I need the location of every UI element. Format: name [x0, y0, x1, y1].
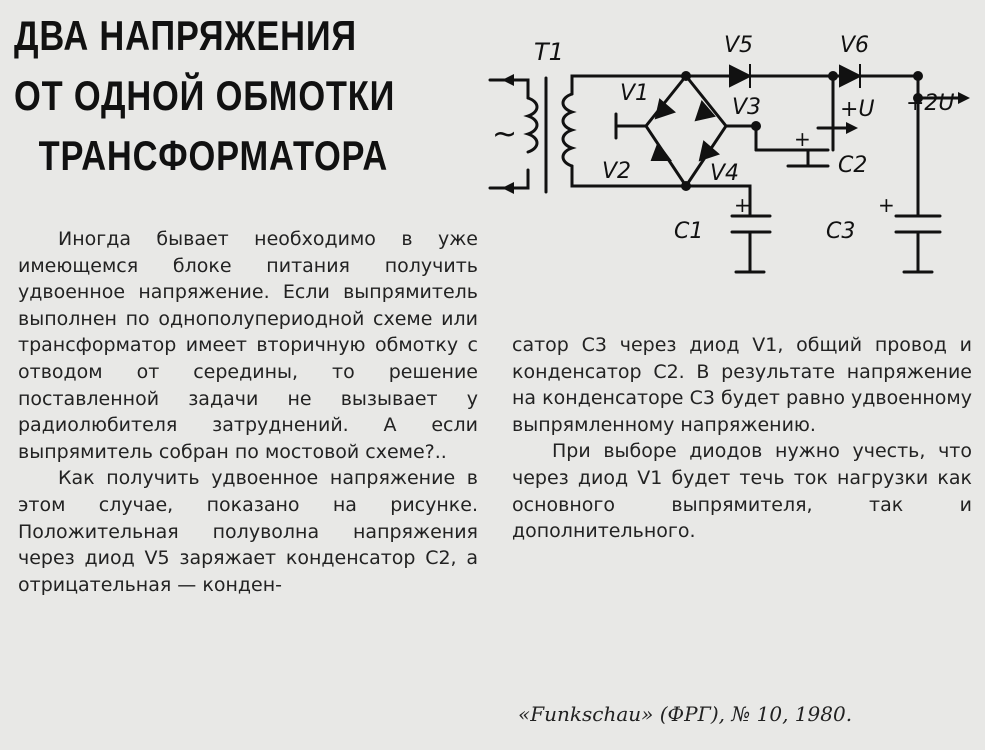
paragraph-4: При выборе диодов нужно учесть, что через диод V1 будет течь ток нагрузки как основного выпрямителя, так и дополнительного.	[512, 440, 972, 543]
label-v4: V4	[710, 161, 740, 186]
label-plus-2u: +2U	[906, 91, 955, 116]
label-v1: V1	[620, 81, 650, 106]
left-column	[18, 226, 478, 598]
paragraph-2: Как получить удвоенное напряжение в этом случае, показано на рисунке. Положительная полуволна напряжения через диод V5 заряжает конденсатор C2, а отрицательная — конден-	[18, 467, 478, 596]
title-line-3: ТРАНСФОРМАТОРА	[38, 132, 389, 179]
plus-sign-c3: +	[878, 193, 895, 217]
secondary-winding	[563, 94, 572, 166]
right-column	[512, 332, 972, 545]
input-arrow-bottom-icon	[502, 182, 514, 194]
schematic-svg	[488, 20, 978, 320]
label-t1: T1	[534, 38, 564, 66]
diode-v5-icon	[730, 66, 750, 86]
c3-plates	[896, 216, 940, 232]
label-c2: C2	[838, 153, 868, 178]
junction-dot	[752, 122, 760, 130]
label-v2: V2	[602, 159, 632, 184]
label-v5: V5	[724, 33, 754, 58]
article-title	[14, 6, 399, 186]
diode-v6-icon	[840, 66, 860, 86]
label-c1: C1	[674, 219, 704, 244]
junction-dot	[682, 72, 690, 80]
plus-u-arrowhead-icon	[846, 122, 858, 134]
diode-v2-icon	[652, 144, 670, 160]
junction-dot	[682, 182, 690, 190]
plus-2u-arrowhead-icon	[958, 92, 970, 104]
c2-wire	[756, 150, 808, 166]
primary-winding	[528, 98, 537, 152]
diode-v3-icon	[696, 102, 714, 120]
title-line-2: ОТ ОДНОЙ ОБМОТКИ	[14, 72, 396, 119]
title-line-1: ДВА НАПРЯЖЕНИЯ	[14, 12, 358, 59]
c1-ground	[736, 232, 764, 272]
circuit-schematic	[488, 20, 978, 320]
label-ac: ~	[492, 117, 518, 152]
label-c3: C3	[826, 219, 856, 244]
paragraph-3: сатор C3 через диод V1, общий провод и конденсатор C2. В результате напряжение на конденсаторе C3 будет равно удвоенному выпрямленному напряжению.	[512, 334, 972, 436]
plus-sign-c1: +	[734, 193, 751, 217]
junction-dot	[829, 72, 837, 80]
input-arrow-top-icon	[502, 74, 514, 86]
label-v6: V6	[840, 33, 870, 58]
paragraph-1: Иногда бывает необходимо в уже имеющемся блоке питания получить удвоенное напряжение. Если выпрямитель выполнен по однополупериодной схеме или трансформатор имеет вторичную обмотку с отводом от середины, то решение поставленной задачи не вызывает у радиолюбителя затруднений. А если выпрямитель собран по мостовой схеме?..	[18, 228, 478, 463]
bridge-ground	[616, 114, 646, 138]
bridge-plus-wire	[726, 126, 756, 150]
plus-sign-c2: +	[794, 127, 811, 151]
c3-ground	[904, 232, 932, 272]
c1-plates	[732, 216, 770, 232]
label-plus-u: +U	[840, 97, 875, 122]
source-citation: «Funkschau» (ФРГ), № 10, 1980.	[518, 702, 853, 726]
label-v3: V3	[732, 95, 762, 120]
junction-dot	[914, 72, 922, 80]
